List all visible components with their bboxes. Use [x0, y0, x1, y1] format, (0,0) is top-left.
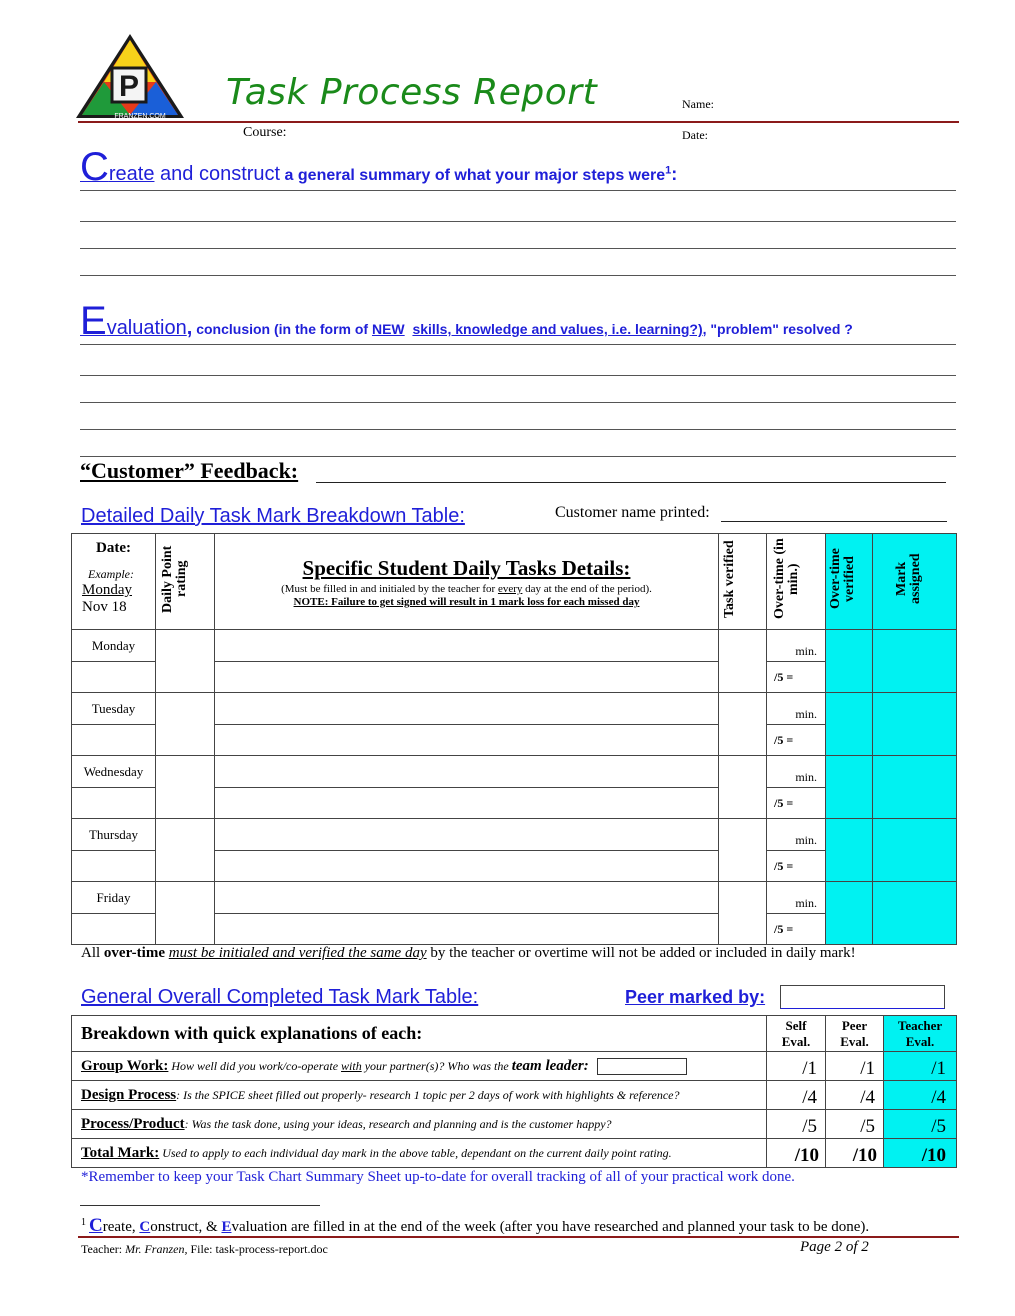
customer-name-label: Customer name printed: — [555, 504, 710, 521]
teacher-eval-cell[interactable]: /5 — [884, 1110, 957, 1139]
task-verified-text: Task verified — [721, 540, 737, 618]
create-line-1[interactable] — [80, 190, 956, 191]
peer-eval-cell[interactable]: /10 — [826, 1139, 884, 1168]
teacher-eval-cell[interactable]: /10 — [884, 1139, 957, 1168]
table-row — [72, 630, 957, 662]
evaluation-line-3[interactable] — [80, 402, 956, 403]
overtime-note-post: by the teacher or overtime will not be added or included in daily mark! — [426, 945, 856, 961]
breakdown-title: Breakdown with quick explanations of each: — [72, 1016, 767, 1052]
create-word: reate — [108, 163, 155, 185]
date-header-cell — [72, 534, 156, 630]
evaluation-heading — [80, 299, 853, 344]
course-label: Course: — [243, 125, 287, 140]
task-verified-cell[interactable] — [719, 630, 767, 693]
day-label: Friday — [72, 882, 156, 914]
details-note — [215, 583, 718, 595]
daily-task-table — [71, 533, 957, 945]
mark-assigned-text: Mark assigned — [893, 553, 923, 605]
score-cell[interactable] — [767, 788, 826, 819]
overtime-cell[interactable] — [767, 630, 826, 662]
customer-feedback-label: “Customer” Feedback: — [80, 458, 299, 483]
row-title: Design Process — [81, 1087, 177, 1103]
self-eval-cell[interactable]: /4 — [767, 1081, 826, 1110]
details-note-every: every — [497, 583, 523, 595]
details-cell[interactable] — [215, 819, 719, 851]
evaluation-line-5[interactable] — [80, 456, 956, 457]
details-cell[interactable] — [215, 662, 719, 693]
footnote-c: C — [89, 1215, 103, 1236]
footnote-e-rest: valuation are filled in at the end of the week (after you have researched and planned your task to be done). — [231, 1219, 870, 1235]
footnote-e: E — [221, 1219, 232, 1235]
footer-rule — [78, 1236, 959, 1238]
table-row — [72, 819, 957, 851]
rating-cell[interactable] — [156, 693, 215, 756]
peer-eval-cell[interactable]: /1 — [826, 1052, 884, 1081]
row-description — [72, 1052, 767, 1081]
details-cell[interactable] — [215, 725, 719, 756]
row-desc-leader: team leader: — [511, 1058, 589, 1074]
overtime-verified-cell[interactable] — [826, 819, 873, 882]
score-label: /5 = — [774, 669, 794, 684]
footer-file: File: task-process-report.doc — [187, 1242, 328, 1256]
logo — [74, 32, 186, 124]
table-row — [72, 1110, 957, 1139]
mark-assigned-cell[interactable] — [873, 882, 957, 945]
day-blank-cell — [72, 788, 156, 819]
overtime-verified-cell[interactable] — [826, 882, 873, 945]
peer-eval-header-line2: Eval. — [840, 1033, 869, 1049]
overall-table-heading: General Overall Completed Task Mark Table: — [81, 986, 479, 1008]
overtime-verified-cell[interactable] — [826, 630, 873, 693]
footer-teacher-name: Mr. Franzen, — [125, 1242, 188, 1256]
table-row — [72, 1081, 957, 1110]
min-label: min. — [795, 707, 817, 721]
details-cell[interactable] — [215, 756, 719, 788]
footer-teacher-label: Teacher: — [81, 1242, 126, 1256]
row-description — [72, 1139, 767, 1168]
peer-marked-input[interactable] — [780, 985, 945, 1009]
overtime-verified-cell[interactable] — [826, 756, 873, 819]
row-desc: How well did you work/co-operate — [168, 1059, 342, 1073]
table-row — [72, 882, 957, 914]
evaluation-new: NEW — [371, 321, 405, 337]
overtime-verified-text: Over-time verified — [828, 548, 857, 610]
overtime-cell[interactable] — [767, 882, 826, 914]
overtime-min-text: Over-time (in min.) — [772, 538, 801, 620]
overtime-verified-cell[interactable] — [826, 693, 873, 756]
daily-point-rating-text: Daily Point rating — [160, 545, 189, 613]
create-line-4[interactable] — [80, 275, 956, 276]
day-label: Tuesday — [72, 693, 156, 725]
peer-eval-cell[interactable]: /4 — [826, 1081, 884, 1110]
footnote-c2: C — [139, 1219, 151, 1235]
details-cell[interactable] — [215, 788, 719, 819]
evaluation-line-2[interactable] — [80, 375, 956, 376]
score-cell[interactable] — [767, 851, 826, 882]
example-day: Monday — [82, 582, 132, 598]
task-verified-cell[interactable] — [719, 819, 767, 882]
table-row — [72, 1139, 957, 1168]
row-title: Total Mark: — [81, 1145, 160, 1161]
create-big-letter: C — [80, 145, 109, 189]
day-label: Monday — [72, 630, 156, 662]
score-cell[interactable] — [767, 662, 826, 693]
mark-assigned-cell[interactable] — [873, 630, 957, 693]
peer-eval-header-line1: Peer — [841, 1017, 868, 1033]
mark-assigned-cell[interactable] — [873, 819, 957, 882]
row-desc-with: with — [341, 1059, 362, 1073]
rating-cell[interactable] — [156, 756, 215, 819]
name-label: Name: — [682, 97, 714, 111]
footnote-number: 1 — [81, 1217, 86, 1228]
teacher-eval-header-line1: Teacher — [897, 1017, 943, 1033]
teacher-eval-header — [884, 1016, 957, 1052]
reminder-text: *Remember to keep your Task Chart Summary Sheet up-to-date for overall tracking of all of your practical work done. — [81, 1169, 795, 1185]
details-cell[interactable] — [215, 851, 719, 882]
mark-assigned-cell[interactable] — [873, 693, 957, 756]
page-number: Page 2 of 2 — [800, 1239, 869, 1255]
score-label: /5 = — [774, 858, 794, 873]
task-verified-header — [719, 534, 767, 630]
footer-teacher — [81, 1242, 328, 1257]
self-eval-cell[interactable]: /1 — [767, 1052, 826, 1081]
footnote — [81, 1215, 869, 1237]
row-title: Process/Product — [81, 1116, 185, 1132]
overtime-min-header — [767, 534, 826, 630]
day-blank-cell — [72, 914, 156, 945]
evaluation-comma: , — [186, 317, 193, 339]
example-date: Nov 18 — [82, 599, 127, 615]
day-blank-cell — [72, 851, 156, 882]
evaluation-part2: , "problem" resolved ? — [702, 321, 853, 337]
date-label: Date: — [682, 128, 708, 142]
rating-cell[interactable] — [156, 819, 215, 882]
rating-cell[interactable] — [156, 630, 215, 693]
teacher-eval-cell[interactable]: /1 — [884, 1052, 957, 1081]
evaluation-big-letter: E — [80, 299, 107, 343]
footnote-c-rest: reate, — [102, 1219, 140, 1235]
min-label: min. — [795, 833, 817, 847]
score-label: /5 = — [774, 732, 794, 747]
daily-point-rating-header — [156, 534, 215, 630]
self-eval-cell[interactable]: /10 — [767, 1139, 826, 1168]
create-line-3[interactable] — [80, 248, 956, 249]
self-eval-header-line2: Eval. — [781, 1033, 811, 1049]
overtime-cell[interactable] — [767, 819, 826, 851]
mark-assigned-header — [873, 534, 957, 630]
score-label: /5 = — [774, 921, 794, 936]
overtime-verified-header — [826, 534, 873, 630]
table-row — [72, 756, 957, 788]
example-label: Example: — [88, 567, 134, 581]
logo-text: FRANZEN.COM — [114, 113, 166, 120]
task-verified-cell[interactable] — [719, 882, 767, 945]
create-colon: : — [671, 164, 678, 184]
details-note-post: day at the end of the period). — [522, 583, 652, 595]
table-row — [72, 1052, 957, 1081]
create-line-2[interactable] — [80, 221, 956, 222]
customer-name-line[interactable] — [721, 521, 947, 522]
overtime-note-bold: over-time — [103, 945, 165, 961]
table-row — [72, 693, 957, 725]
teacher-eval-header-line2: Eval. — [905, 1033, 935, 1049]
overtime-note — [81, 945, 856, 962]
task-verified-cell[interactable] — [719, 693, 767, 756]
evaluation-line-1[interactable] — [80, 344, 956, 345]
score-cell[interactable] — [767, 914, 826, 945]
create-and-construct: and construct — [154, 163, 281, 185]
row-desc: Used to apply to each individual day mark in the above table, dependant on the current daily point rating. — [159, 1146, 672, 1160]
day-blank-cell — [72, 725, 156, 756]
create-footnote-ref: 1 — [665, 164, 672, 177]
score-cell[interactable] — [767, 725, 826, 756]
overtime-cell[interactable] — [767, 756, 826, 788]
task-verified-cell[interactable] — [719, 756, 767, 819]
self-eval-header — [767, 1016, 826, 1052]
daily-table-heading: Detailed Daily Task Mark Breakdown Table: — [81, 505, 465, 527]
footnote-c2-rest: onstruct, & — [150, 1219, 222, 1235]
row-desc: : Is the SPICE sheet filled out properly- research 1 topic per 2 days of work with highlights & reference? — [176, 1088, 680, 1102]
row-title: Group Work: — [81, 1058, 169, 1074]
page-title: Task Process Report — [226, 72, 598, 113]
create-rest: a general summary of what your major steps were — [280, 167, 666, 184]
peer-marked-label: Peer marked by: — [625, 987, 766, 1007]
rating-cell[interactable] — [156, 882, 215, 945]
team-leader-input[interactable] — [597, 1058, 687, 1075]
details-cell[interactable] — [215, 630, 719, 662]
create-heading — [80, 145, 677, 190]
details-cell[interactable] — [215, 693, 719, 725]
min-label: min. — [795, 770, 817, 784]
mark-assigned-cell[interactable] — [873, 756, 957, 819]
customer-feedback-line[interactable] — [316, 482, 946, 483]
row-desc: : Was the task done, using your ideas, research and planning and is the customer happy? — [184, 1117, 612, 1131]
evaluation-line-4[interactable] — [80, 429, 956, 430]
min-label: min. — [795, 644, 817, 658]
day-label: Wednesday — [72, 756, 156, 788]
min-label: min. — [795, 896, 817, 910]
details-cell[interactable] — [215, 914, 719, 945]
details-warning: NOTE: Failure to get signed will result in 1 mark loss for each missed day — [293, 596, 640, 608]
self-eval-header-line1: Self — [785, 1017, 807, 1033]
details-cell[interactable] — [215, 882, 719, 914]
overtime-cell[interactable] — [767, 693, 826, 725]
logo-letter: P — [118, 70, 140, 103]
header-rule — [78, 121, 959, 123]
row-description — [72, 1081, 767, 1110]
evaluation-word: valuation — [106, 317, 187, 339]
peer-eval-cell[interactable]: /5 — [826, 1110, 884, 1139]
date-header: Date: — [96, 540, 131, 556]
teacher-eval-cell[interactable]: /4 — [884, 1081, 957, 1110]
details-header — [215, 534, 719, 630]
details-title: Specific Student Daily Tasks Details: — [302, 556, 631, 580]
day-blank-cell — [72, 662, 156, 693]
row-desc-post: your partner(s)? Who was the — [361, 1059, 512, 1073]
overall-mark-table — [71, 1015, 957, 1168]
details-note-pre: (Must be filled in and initialed by the teacher for — [281, 583, 498, 595]
evaluation-skills: skills, knowledge and values, i.e. learning?) — [412, 321, 703, 337]
evaluation-part1: conclusion (in the form of — [192, 321, 372, 337]
score-label: /5 = — [774, 795, 794, 810]
day-label: Thursday — [72, 819, 156, 851]
row-description — [72, 1110, 767, 1139]
peer-eval-header — [826, 1016, 884, 1052]
overtime-note-pre: All — [81, 945, 104, 961]
footnote-divider — [80, 1205, 320, 1206]
self-eval-cell[interactable]: /5 — [767, 1110, 826, 1139]
overtime-note-italic: must be initialed and verified the same day — [168, 945, 427, 961]
